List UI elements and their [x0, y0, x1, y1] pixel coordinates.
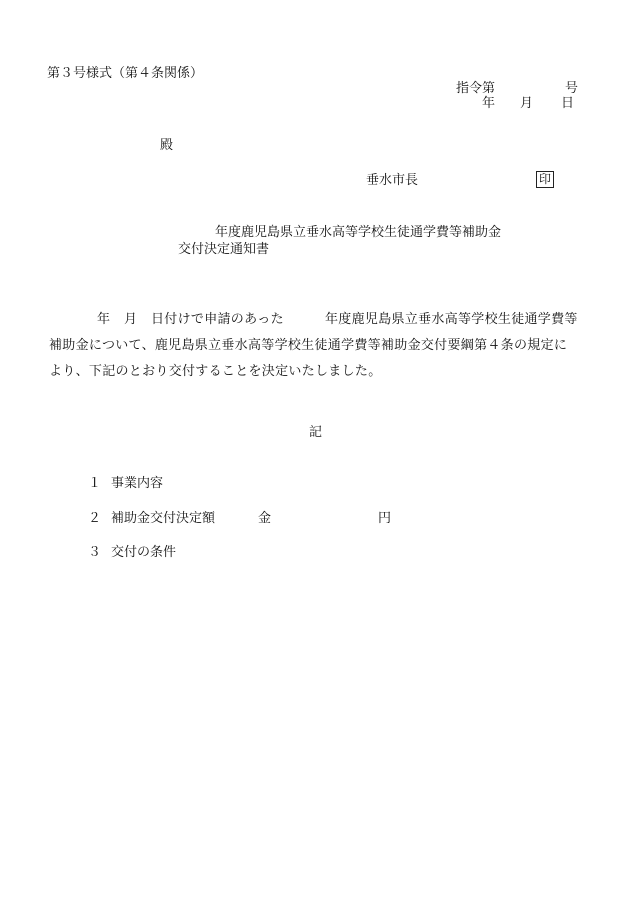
seal-box: 印 [536, 171, 554, 188]
date-day: 日 [561, 96, 575, 111]
item-label: 交付の条件 [111, 545, 177, 560]
body-line-3: より、下記のとおり交付することを決定いたしました。 [49, 364, 382, 379]
amount-suffix: 円 [378, 511, 392, 526]
body-date-year: 年 [97, 312, 111, 327]
form-label: 第３号様式（第４条関係） [47, 66, 204, 81]
item-number: ３ [88, 545, 102, 560]
item-label: 補助金交付決定額 [111, 511, 216, 526]
body-date-rest: 日付けで申請のあった [151, 312, 284, 327]
issuer-name: 垂水市長 [366, 173, 419, 188]
addressee-honorific: 殿 [160, 138, 174, 153]
order-number-suffix: 号 [565, 81, 579, 96]
body-date-month: 月 [124, 312, 138, 327]
item-number: ２ [88, 511, 102, 526]
item-label: 事業内容 [111, 476, 164, 491]
date-month: 月 [520, 96, 534, 111]
ki-heading: 記 [309, 425, 323, 440]
date-year: 年 [482, 96, 496, 111]
title-line-2: 交付決定通知書 [178, 242, 270, 257]
title-line-1: 年度鹿児島県立垂水高等学校生徒通学費等補助金 [215, 225, 502, 240]
body-line-2: 補助金について、鹿児島県立垂水高等学校生徒通学費等補助金交付要綱第４条の規定に [49, 338, 568, 353]
order-number-prefix: 指令第 [456, 81, 496, 96]
seal-mark [536, 171, 554, 188]
body-line-1-rest: 年度鹿児島県立垂水高等学校生徒通学費等 [325, 312, 578, 327]
amount-prefix: 金 [258, 511, 272, 526]
item-number: １ [88, 476, 102, 491]
